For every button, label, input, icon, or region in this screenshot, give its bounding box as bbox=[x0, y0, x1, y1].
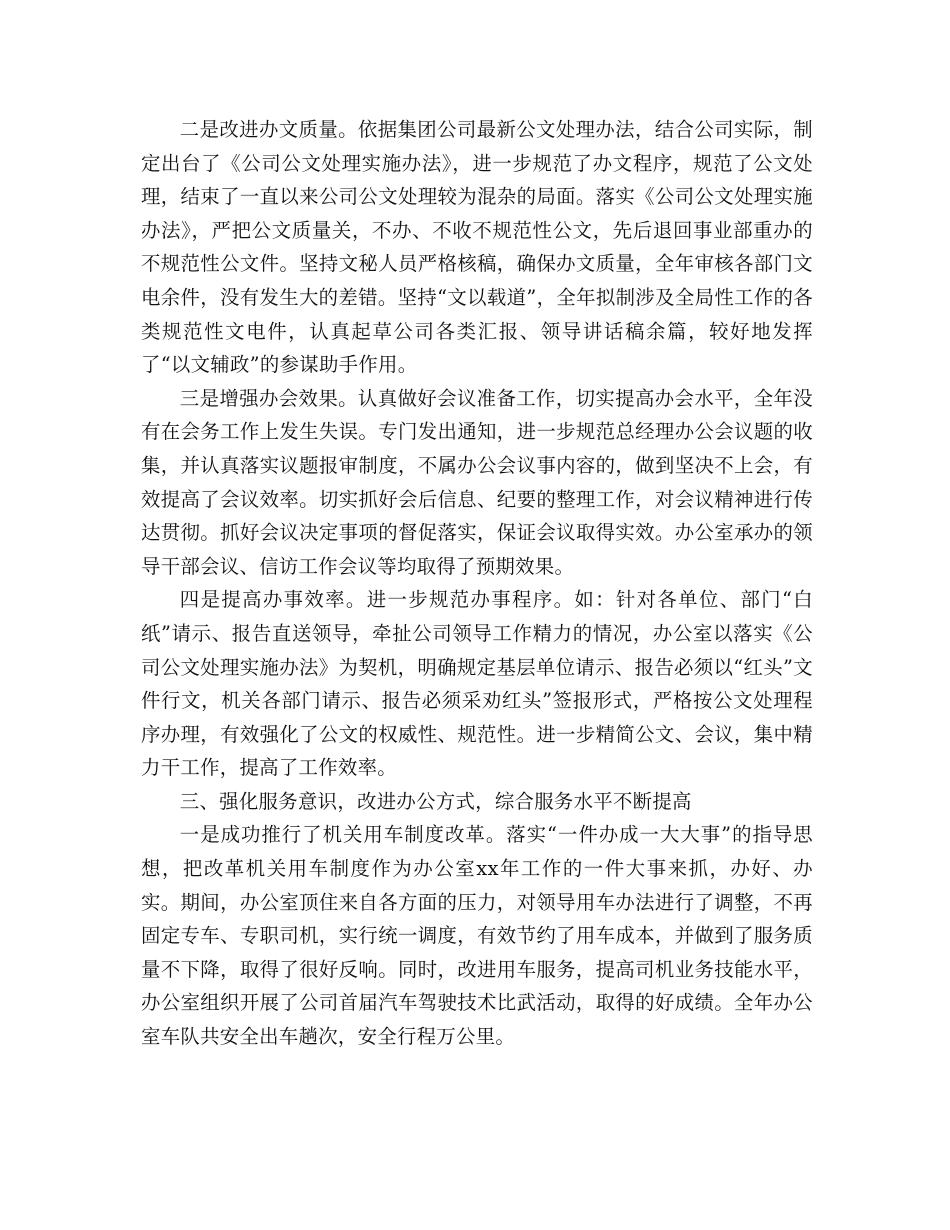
document-body bbox=[141, 113, 813, 1054]
paragraph-improve-document-quality: 二是改进办文质量。依据集团公司最新公文处理办法，结合公司实际，制定出台了《公司公文处理实施办法》，进一步规范了办文程序，规范了公文处理，结束了一直以来公司公文处理较为混杂的局面。落实《公司公文处理实施办法》，严把公文质量关，不办、不收不规范性公文，先后退回事业部重办的不规范性公文件。坚持文秘人员严格核稿，确保办文质量，全年审核各部门文电余件，没有发生大的差错。坚持“文以载道”，全年拟制涉及全局性工作的各类规范性文电件，认真起草公司各类汇报、领导讲话稿余篇，较好地发挥了“以文辅政”的参谋助手作用。 bbox=[141, 118, 813, 377]
section-heading-service-awareness: 三、强化服务意识，改进办公方式，综合服务水平不断提高 bbox=[179, 789, 692, 813]
paragraph-enhance-meeting-effect: 三是增强办会效果。认真做好会议准备工作，切实提高办会水平，全年没有在会务工作上发生失误。专门发出通知，进一步规范总经理办公会议题的收集，并认真落实议题报审制度，不属办公会议事内容的，做到坚决不上会，有效提高了会议效率。切实抓好会后信息、纪要的整理工作，对会议精神进行传达贯彻。抓好会议决定事项的督促落实，保证会议取得实效。办公室承办的领导干部会议、信访工作会议等均取得了预期效果。 bbox=[141, 386, 813, 578]
paragraph-improve-work-efficiency: 四是提高办事效率。进一步规范办事程序。如：针对各单位、部门“白纸”请示、报告直送领导，牵扯公司领导工作精力的情况，办公室以落实《公司公文处理实施办法》为契机，明确规定基层单位请示、报告必须以“红头”文件行文，机关各部门请示、报告必须采劝红头”签报形式，严格按公文处理程序办理，有效强化了公文的权威性、规范性。进一步精简公文、会议，集中精力干工作，提高了工作效率。 bbox=[141, 588, 813, 780]
paragraph-vehicle-reform: 一是成功推行了机关用车制度改革。落实“一件办成一大大事”的指导思想，把改革机关用车制度作为办公室xx年工作的一件大事来抓，办好、办实。期间，办公室顶住来自各方面的压力，对领导用车办法进行了调整，不再固定专车、专职司机，实行统一调度，有效节约了用车成本，并做到了服务质量不下降，取得了很好反响。同时，改进用车服务，提高司机业务技能水平，办公室组织开展了公司首届汽车驾驶技术比武活动，取得的好成绩。全年办公室车队共安全出车趟次，安全行程万公里。 bbox=[141, 823, 813, 1049]
